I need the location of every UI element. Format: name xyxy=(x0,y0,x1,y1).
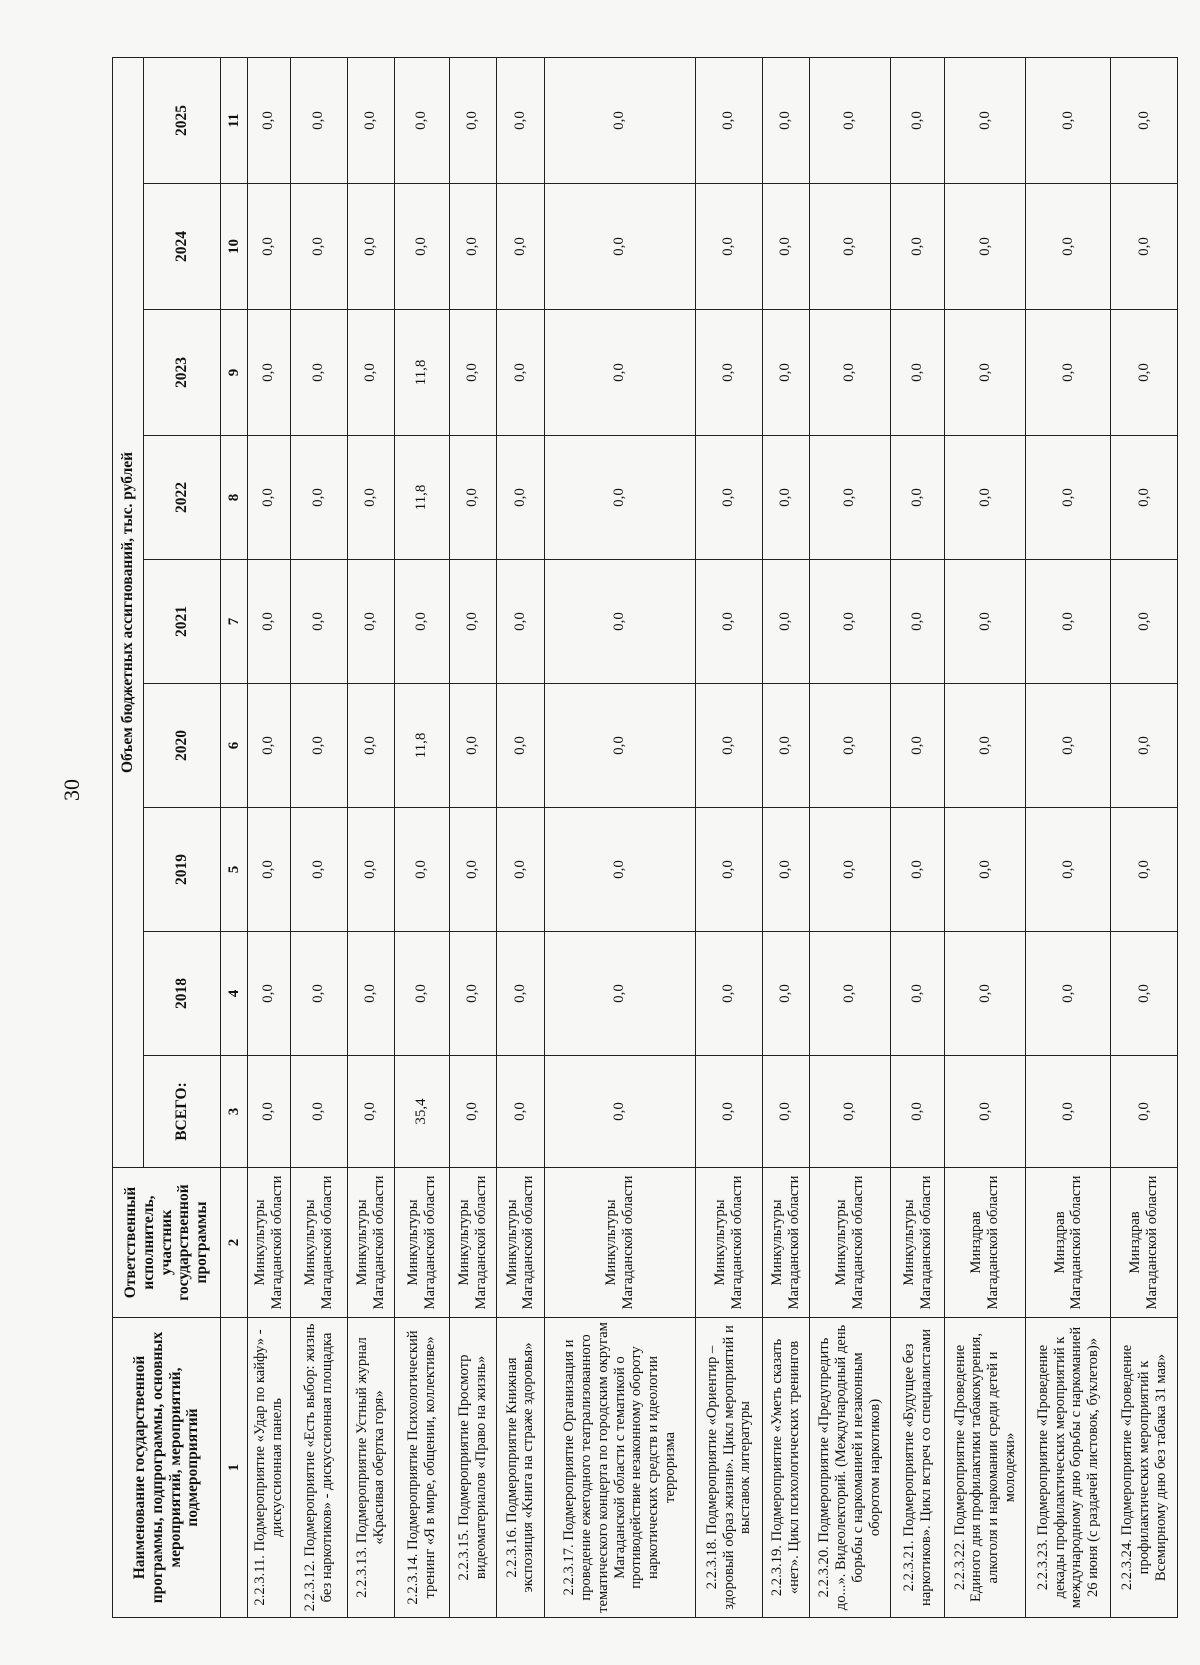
year-value-cell: 0,0 xyxy=(290,436,347,560)
year-value-cell: 0,0 xyxy=(1026,57,1111,183)
year-value-cell: 11,8 xyxy=(395,436,450,560)
year-value-cell: 0,0 xyxy=(762,436,809,560)
activity-name: 2.2.3.21. Подмероприятие «Будущее без наркотиков». Цикл встреч со специалистами xyxy=(890,1318,945,1618)
table-row xyxy=(1111,57,1178,1617)
year-value-cell: 0,0 xyxy=(1111,560,1178,684)
table-row xyxy=(449,57,496,1617)
activity-name: 2.2.3.12. Подмероприятие «Есть выбор: жизнь без наркотиков» - дискуссионная площадка xyxy=(290,1318,347,1618)
year-value-cell: 0,0 xyxy=(497,184,544,310)
column-number: 3 xyxy=(221,1056,248,1168)
year-value-cell: 0,0 xyxy=(497,436,544,560)
year-value-cell: 0,0 xyxy=(1111,184,1178,310)
year-value-cell: 0,0 xyxy=(395,184,450,310)
year-value-cell: 11,8 xyxy=(395,310,450,436)
year-value-cell: 0,0 xyxy=(1026,310,1111,436)
year-value-cell: 0,0 xyxy=(1026,808,1111,932)
executor-cell: Минкультуры Магаданской области xyxy=(544,1168,696,1318)
total-cell: 35,4 xyxy=(395,1056,450,1168)
year-value-cell: 0,0 xyxy=(890,57,945,183)
header-year: 2021 xyxy=(144,560,221,684)
column-number: 8 xyxy=(221,436,248,560)
year-value-cell: 0,0 xyxy=(1026,684,1111,808)
year-value-cell: 0,0 xyxy=(1111,436,1178,560)
year-value-cell: 0,0 xyxy=(449,184,496,310)
year-value-cell: 0,0 xyxy=(1111,310,1178,436)
table-header xyxy=(113,57,221,1617)
column-number: 1 xyxy=(221,1318,248,1618)
year-value-cell: 0,0 xyxy=(810,57,891,183)
year-value-cell: 0,0 xyxy=(544,932,696,1056)
total-cell: 0,0 xyxy=(449,1056,496,1168)
year-value-cell: 0,0 xyxy=(762,932,809,1056)
year-value-cell: 0,0 xyxy=(248,684,291,808)
year-value-cell: 0,0 xyxy=(449,57,496,183)
year-value-cell: 0,0 xyxy=(395,932,450,1056)
table-row xyxy=(290,57,347,1617)
table-row xyxy=(890,57,945,1617)
year-value-cell: 0,0 xyxy=(544,808,696,932)
year-value-cell: 0,0 xyxy=(497,310,544,436)
year-value-cell: 0,0 xyxy=(347,932,394,1056)
year-value-cell: 0,0 xyxy=(544,310,696,436)
year-value-cell: 0,0 xyxy=(497,808,544,932)
year-value-cell: 0,0 xyxy=(762,808,809,932)
total-cell: 0,0 xyxy=(1111,1056,1178,1168)
activity-name: 2.2.3.22. Подмероприятие «Проведение Единого дня профилактики табакокурения, алкоголя и наркомании среди детей и молодежи» xyxy=(945,1318,1026,1618)
table-row xyxy=(762,57,809,1617)
header-year: 2018 xyxy=(144,932,221,1056)
executor-cell: Минкультуры Магаданской области xyxy=(395,1168,450,1318)
year-value-cell: 0,0 xyxy=(890,310,945,436)
executor-cell: Минкультуры Магаданской области xyxy=(762,1168,809,1318)
column-number: 10 xyxy=(221,184,248,310)
year-value-cell: 0,0 xyxy=(248,310,291,436)
column-number: 7 xyxy=(221,560,248,684)
header-year: 2025 xyxy=(144,57,221,183)
year-value-cell: 0,0 xyxy=(497,57,544,183)
budget-table xyxy=(112,57,1178,1618)
year-value-cell: 0,0 xyxy=(1026,184,1111,310)
year-value-cell: 0,0 xyxy=(945,310,1026,436)
column-number: 5 xyxy=(221,808,248,932)
executor-cell: Минкультуры Магаданской области xyxy=(248,1168,291,1318)
year-value-cell: 0,0 xyxy=(1111,808,1178,932)
year-value-cell: 0,0 xyxy=(1111,932,1178,1056)
year-value-cell: 0,0 xyxy=(290,184,347,310)
year-value-cell: 0,0 xyxy=(696,560,762,684)
header-year: 2019 xyxy=(144,808,221,932)
page-number: 30 xyxy=(59,779,84,801)
year-value-cell: 0,0 xyxy=(290,57,347,183)
year-value-cell: 0,0 xyxy=(762,684,809,808)
column-number-row xyxy=(221,57,248,1617)
year-value-cell: 0,0 xyxy=(449,932,496,1056)
executor-cell: Минкультуры Магаданской области xyxy=(449,1168,496,1318)
year-value-cell: 0,0 xyxy=(945,184,1026,310)
year-value-cell: 0,0 xyxy=(544,184,696,310)
year-value-cell: 0,0 xyxy=(1026,932,1111,1056)
year-value-cell: 0,0 xyxy=(810,310,891,436)
year-value-cell: 0,0 xyxy=(1111,57,1178,183)
activity-name: 2.2.3.11. Подмероприятие «Удар по кайфу» - дискуссионная панель xyxy=(248,1318,291,1618)
header-name: Наименование государственной программы, подпрограммы, основных мероприятий, мероприятий, подмероприятий xyxy=(113,1318,221,1618)
year-value-cell: 0,0 xyxy=(347,560,394,684)
column-number: 11 xyxy=(221,57,248,183)
year-value-cell: 0,0 xyxy=(1111,684,1178,808)
header-budget-group: Объем бюджетных ассигнований, тыс. рублей xyxy=(113,57,144,1167)
total-cell: 0,0 xyxy=(1026,1056,1111,1168)
year-value-cell: 0,0 xyxy=(347,684,394,808)
year-value-cell: 0,0 xyxy=(544,560,696,684)
total-cell: 0,0 xyxy=(290,1056,347,1168)
year-value-cell: 0,0 xyxy=(248,57,291,183)
year-value-cell: 0,0 xyxy=(890,808,945,932)
executor-cell: Минкультуры Магаданской области xyxy=(497,1168,544,1318)
year-value-cell: 0,0 xyxy=(890,560,945,684)
table-row xyxy=(810,57,891,1617)
year-value-cell: 0,0 xyxy=(290,560,347,684)
year-value-cell: 0,0 xyxy=(810,932,891,1056)
total-cell: 0,0 xyxy=(248,1056,291,1168)
year-value-cell: 0,0 xyxy=(945,808,1026,932)
activity-name: 2.2.3.20. Подмероприятие «Предупредить до...». Видеолекторий. (Международный день борьбы с наркоманией и незаконным оборотом наркотиков) xyxy=(810,1318,891,1618)
header-year: 2023 xyxy=(144,310,221,436)
year-value-cell: 0,0 xyxy=(890,932,945,1056)
year-value-cell: 0,0 xyxy=(810,560,891,684)
year-value-cell: 0,0 xyxy=(762,560,809,684)
year-value-cell: 0,0 xyxy=(248,184,291,310)
year-value-cell: 0,0 xyxy=(347,436,394,560)
year-value-cell: 0,0 xyxy=(810,684,891,808)
year-value-cell: 0,0 xyxy=(810,808,891,932)
year-value-cell: 0,0 xyxy=(290,684,347,808)
year-value-cell: 0,0 xyxy=(890,184,945,310)
year-value-cell: 0,0 xyxy=(497,560,544,684)
year-value-cell: 0,0 xyxy=(449,560,496,684)
activity-name: 2.2.3.14. Подмероприятие Психологический тренинг «Я в мире, общении, коллективе» xyxy=(395,1318,450,1618)
table-row xyxy=(1026,57,1111,1617)
year-value-cell: 0,0 xyxy=(544,57,696,183)
header-year: 2022 xyxy=(144,436,221,560)
year-value-cell: 0,0 xyxy=(449,436,496,560)
activity-name: 2.2.3.24. Подмероприятие «Проведение профилактических мероприятий к Всемирному дню без табака 31 мая» xyxy=(1111,1318,1178,1618)
year-value-cell: 0,0 xyxy=(497,684,544,808)
table-row xyxy=(248,57,291,1617)
column-number: 4 xyxy=(221,932,248,1056)
year-value-cell: 0,0 xyxy=(1026,436,1111,560)
year-value-cell: 0,0 xyxy=(449,684,496,808)
activity-name: 2.2.3.18. Подмероприятие «Ориентир – здоровый образ жизни». Цикл мероприятий и выставок литературы xyxy=(696,1318,762,1618)
executor-cell: Минкультуры Магаданской области xyxy=(810,1168,891,1318)
year-value-cell: 0,0 xyxy=(248,932,291,1056)
column-number: 9 xyxy=(221,310,248,436)
activity-name: 2.2.3.17. Подмероприятие Организация и проведение ежегодного театрализованного тематического концерта по городским округам Магаданской области с тематикой о противодействие незаконному обороту наркотических средств и идеологии терроризма xyxy=(544,1318,696,1618)
total-cell: 0,0 xyxy=(497,1056,544,1168)
year-value-cell: 0,0 xyxy=(347,808,394,932)
header-executor: Ответственный исполнитель, участник государственной программы xyxy=(113,1168,221,1318)
executor-cell: Минкультуры Магаданской области xyxy=(696,1168,762,1318)
column-number: 2 xyxy=(221,1168,248,1318)
year-value-cell: 0,0 xyxy=(347,57,394,183)
year-value-cell: 0,0 xyxy=(696,57,762,183)
year-value-cell: 0,0 xyxy=(248,808,291,932)
total-cell: 0,0 xyxy=(544,1056,696,1168)
rotated-page xyxy=(112,58,1178,1618)
year-value-cell: 0,0 xyxy=(347,310,394,436)
year-value-cell: 0,0 xyxy=(395,808,450,932)
year-value-cell: 0,0 xyxy=(544,684,696,808)
year-value-cell: 0,0 xyxy=(945,436,1026,560)
header-year: 2024 xyxy=(144,184,221,310)
year-value-cell: 0,0 xyxy=(395,560,450,684)
executor-cell: Минздрав Магаданской области xyxy=(945,1168,1026,1318)
year-value-cell: 0,0 xyxy=(890,436,945,560)
year-value-cell: 0,0 xyxy=(945,932,1026,1056)
executor-cell: Минздрав Магаданской области xyxy=(1026,1168,1111,1318)
year-value-cell: 0,0 xyxy=(762,57,809,183)
year-value-cell: 0,0 xyxy=(945,57,1026,183)
year-value-cell: 0,0 xyxy=(449,808,496,932)
column-number: 6 xyxy=(221,684,248,808)
total-cell: 0,0 xyxy=(890,1056,945,1168)
table-row xyxy=(395,57,450,1617)
table-row xyxy=(544,57,696,1617)
activity-name: 2.2.3.23. Подмероприятие «Проведение декады профилактических мероприятий к международному дню борьбы с наркоманией 26 июня (с раздачей листовок, буклетов)» xyxy=(1026,1318,1111,1618)
year-value-cell: 0,0 xyxy=(544,436,696,560)
total-cell: 0,0 xyxy=(762,1056,809,1168)
activity-name: 2.2.3.19. Подмероприятие «Уметь сказать «нет». Цикл психологических тренингов xyxy=(762,1318,809,1618)
year-value-cell: 0,0 xyxy=(696,184,762,310)
year-value-cell: 0,0 xyxy=(762,310,809,436)
year-value-cell: 0,0 xyxy=(248,436,291,560)
year-value-cell: 11,8 xyxy=(395,684,450,808)
activity-name: 2.2.3.15. Подмероприятие Просмотр видеоматериалов «Право на жизнь» xyxy=(449,1318,496,1618)
year-value-cell: 0,0 xyxy=(290,932,347,1056)
year-value-cell: 0,0 xyxy=(248,560,291,684)
activity-name: 2.2.3.16. Подмероприятие Книжная экспозиция «Книга на страже здоровья» xyxy=(497,1318,544,1618)
year-value-cell: 0,0 xyxy=(1026,560,1111,684)
total-cell: 0,0 xyxy=(945,1056,1026,1168)
header-total: ВСЕГО: xyxy=(144,1056,221,1168)
activity-name: 2.2.3.13. Подмероприятие Устный журнал «Красивая обертка горя» xyxy=(347,1318,394,1618)
executor-cell: Минкультуры Магаданской области xyxy=(347,1168,394,1318)
year-value-cell: 0,0 xyxy=(945,684,1026,808)
year-value-cell: 0,0 xyxy=(696,808,762,932)
year-value-cell: 0,0 xyxy=(890,684,945,808)
year-value-cell: 0,0 xyxy=(290,310,347,436)
year-value-cell: 0,0 xyxy=(696,310,762,436)
table-row xyxy=(347,57,394,1617)
executor-cell: Минздрав Магаданской области xyxy=(1111,1168,1178,1318)
year-value-cell: 0,0 xyxy=(696,932,762,1056)
total-cell: 0,0 xyxy=(347,1056,394,1168)
table-body xyxy=(221,57,1178,1617)
year-value-cell: 0,0 xyxy=(449,310,496,436)
header-year: 2020 xyxy=(144,684,221,808)
year-value-cell: 0,0 xyxy=(395,57,450,183)
total-cell: 0,0 xyxy=(696,1056,762,1168)
year-value-cell: 0,0 xyxy=(347,184,394,310)
year-value-cell: 0,0 xyxy=(945,560,1026,684)
year-value-cell: 0,0 xyxy=(497,932,544,1056)
table-row xyxy=(945,57,1026,1617)
total-cell: 0,0 xyxy=(810,1056,891,1168)
executor-cell: Минкультуры Магаданской области xyxy=(290,1168,347,1318)
year-value-cell: 0,0 xyxy=(696,684,762,808)
year-value-cell: 0,0 xyxy=(810,436,891,560)
year-value-cell: 0,0 xyxy=(810,184,891,310)
year-value-cell: 0,0 xyxy=(290,808,347,932)
table-row xyxy=(696,57,762,1617)
executor-cell: Минкультуры Магаданской области xyxy=(890,1168,945,1318)
table-row xyxy=(497,57,544,1617)
year-value-cell: 0,0 xyxy=(696,436,762,560)
year-value-cell: 0,0 xyxy=(762,184,809,310)
